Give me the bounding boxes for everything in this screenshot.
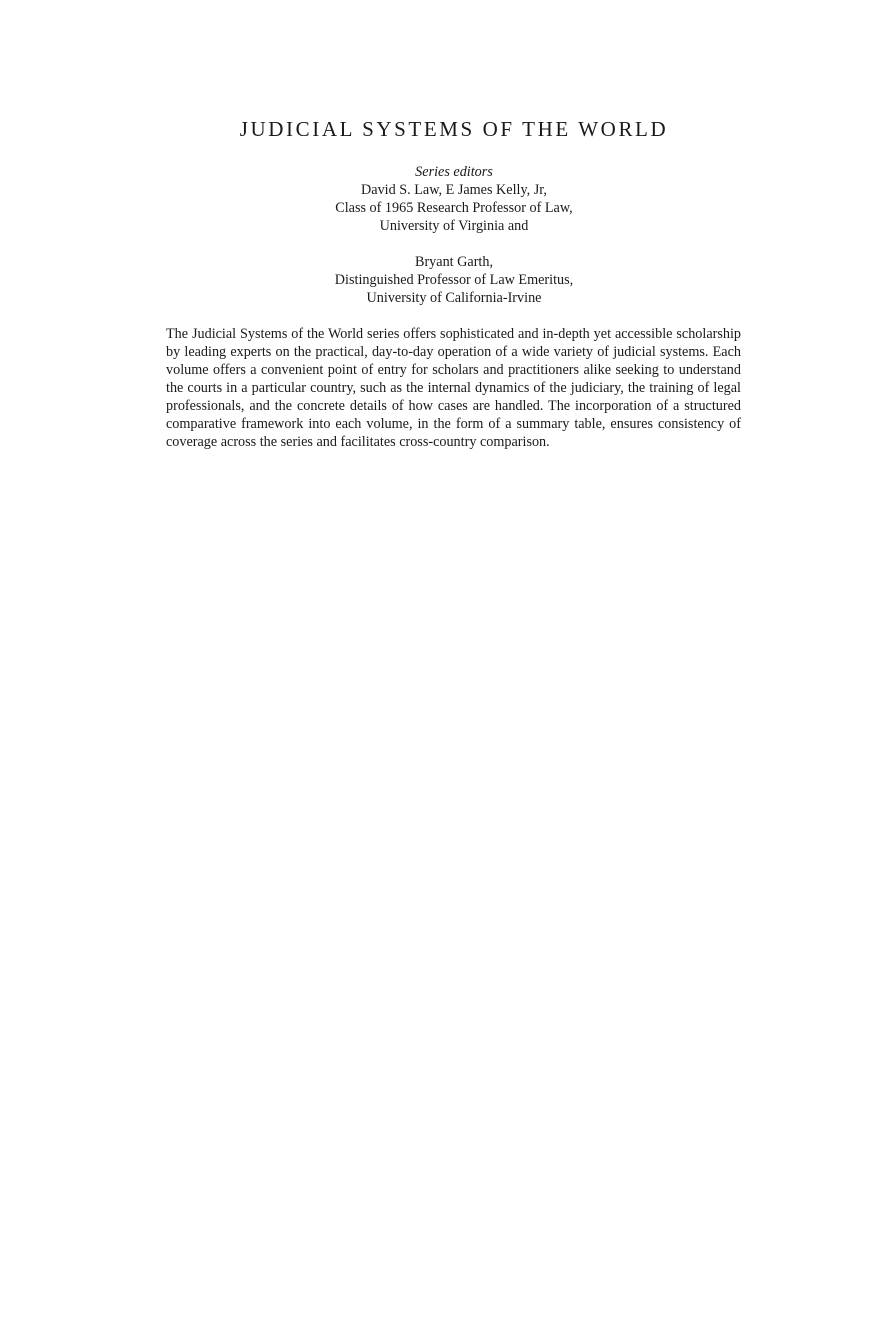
series-description: The Judicial Systems of the World series offers sophisticated and in-depth yet accessible scholarship by leading experts on the practical, day-to-day operation of a wide variety of judicial systems. Each volume offers a convenient point of entry for scholars and practitioners alike seeking to understand the courts in a particular country, such as the internal dynamics of the judiciary, the training of legal professionals, and the concrete details of how cases are handled. The incorporation of a structured comparative framework into each volume, in the form of a summary table, ensures consistency of coverage across the series and facilitates cross-country comparison. — [166, 326, 741, 450]
editors-spacer — [0, 235, 884, 253]
editor-1-position: Class of 1965 Research Professor of Law, — [335, 200, 573, 216]
series-editors-label: Series editors — [415, 164, 493, 180]
editor-1-name: David S. Law, E James Kelly, Jr, — [361, 182, 547, 198]
editor-1-affiliation: University of Virginia and — [379, 218, 529, 234]
editor-2-position: Distinguished Professor of Law Emeritus, — [334, 272, 574, 288]
series-editors-block — [0, 163, 884, 307]
series-title: JUDICIAL SYSTEMS OF THE WORLD — [239, 117, 669, 141]
editor-2-affiliation: University of California-Irvine — [366, 290, 542, 306]
editor-2-name: Bryant Garth, — [414, 254, 493, 270]
